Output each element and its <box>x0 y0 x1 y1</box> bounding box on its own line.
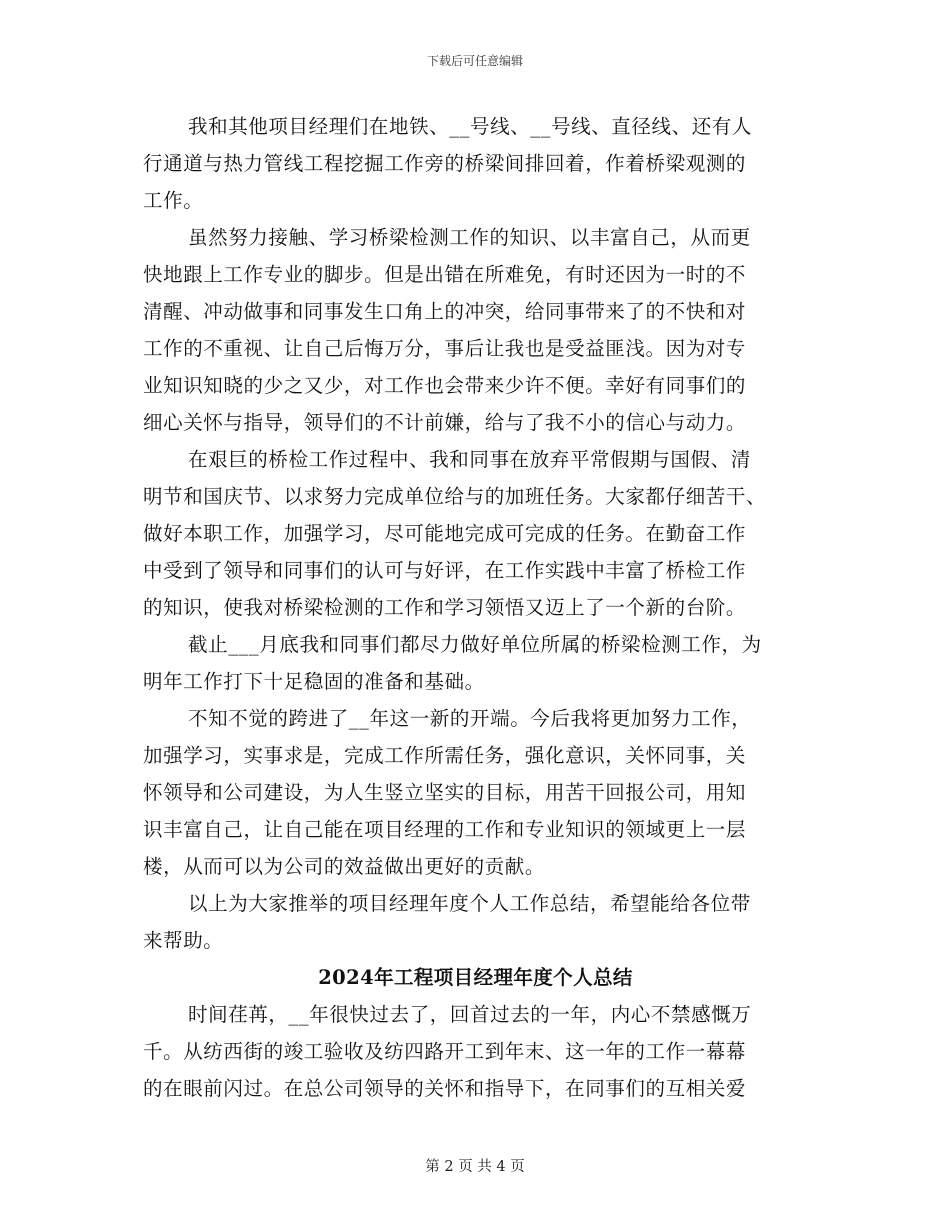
text-line: 快地跟上工作专业的脚步。但是出错在所难免，有时还因为一时的不 <box>143 263 747 286</box>
text-line: 怀领导和公司建设，为人生竖立坚实的目标，用苦干回报公司，用知 <box>143 781 747 804</box>
page-number: 第 2 页 共 4 页 <box>425 1159 525 1175</box>
text-line: 来帮助。 <box>143 929 224 952</box>
section-title: 2024年工程项目经理年度个人总结 <box>318 966 633 989</box>
text-line: 虽然努力接触、学习桥梁检测工作的知识、以丰富自己，从而更 <box>188 226 751 249</box>
text-line: 的在眼前闪过。在总公司领导的关怀和指导下，在同事们的互相关爱 <box>143 1077 747 1100</box>
text-line: 清醒、冲动做事和同事发生口角上的冲突，给同事带来了的不快和对 <box>143 300 747 323</box>
text-line: 在艰巨的桥检工作过程中、我和同事在放弃平常假期与国假、清 <box>188 448 751 471</box>
paragraph <box>143 108 808 219</box>
text-line: 细心关怀与指导，领导们的不计前嫌，给与了我不小的信心与动力。 <box>143 411 747 434</box>
text-line: 加强学习，实事求是，完成工作所需任务，强化意识，关怀同事，关 <box>143 744 747 767</box>
text-line: 时间荏苒，__年很快过去了，回首过去的一年，内心不禁感慨万 <box>188 1003 752 1026</box>
paragraph <box>143 441 808 626</box>
paragraph <box>143 626 808 700</box>
text-line: 以上为大家推举的项目经理年度个人工作总结，希望能给各位带 <box>188 892 751 915</box>
text-line: 千。从纺西街的竣工验收及纺四路开工到年末、这一年的工作一幕幕 <box>143 1040 747 1063</box>
text-line: 工作的不重视、让自己后悔万分，事后让我也是受益匪浅。因为对专 <box>143 337 747 360</box>
text-line: 明年工作打下十足稳固的准备和基础。 <box>143 670 485 693</box>
text-line: 不知不觉的跨进了__年这一新的开端。今后我将更加努力工作， <box>188 707 752 730</box>
paragraph <box>143 219 808 441</box>
text-line: 识丰富自己，让自己能在项目经理的工作和专业知识的领域更上一层 <box>143 818 747 841</box>
text-line: 楼，从而可以为公司的效益做出更好的贡献。 <box>143 855 546 878</box>
paragraph <box>143 700 808 885</box>
page-header: 下载后可任意编辑 <box>426 54 523 68</box>
paragraph <box>143 885 808 959</box>
text-line: 的知识，使我对桥梁检测的工作和学习领悟又迈上了一个新的台阶。 <box>143 596 747 619</box>
text-line: 工作。 <box>143 189 204 212</box>
text-line: 业知识知晓的少之又少，对工作也会带来少许不便。幸好有同事们的 <box>143 374 747 397</box>
text-line: 明节和国庆节、以求努力完成单位给与的加班任务。大家都仔细苦干、 <box>143 485 767 508</box>
text-line: 做好本职工作，加强学习，尽可能地完成可完成的任务。在勤奋工作 <box>143 522 747 545</box>
text-line: 中受到了领导和同事们的认可与好评，在工作实践中丰富了桥检工作 <box>143 559 747 582</box>
paragraph <box>143 996 808 1107</box>
text-line: 行通道与热力管线工程挖掘工作旁的桥梁间排回着，作着桥梁观测的 <box>143 152 747 175</box>
text-line: 截止___月底我和同事们都尽力做好单位所属的桥梁检测工作，为 <box>188 633 762 656</box>
document-body <box>143 108 808 1107</box>
text-line: 我和其他项目经理们在地铁、__号线、__号线、直径线、还有人 <box>188 115 753 138</box>
